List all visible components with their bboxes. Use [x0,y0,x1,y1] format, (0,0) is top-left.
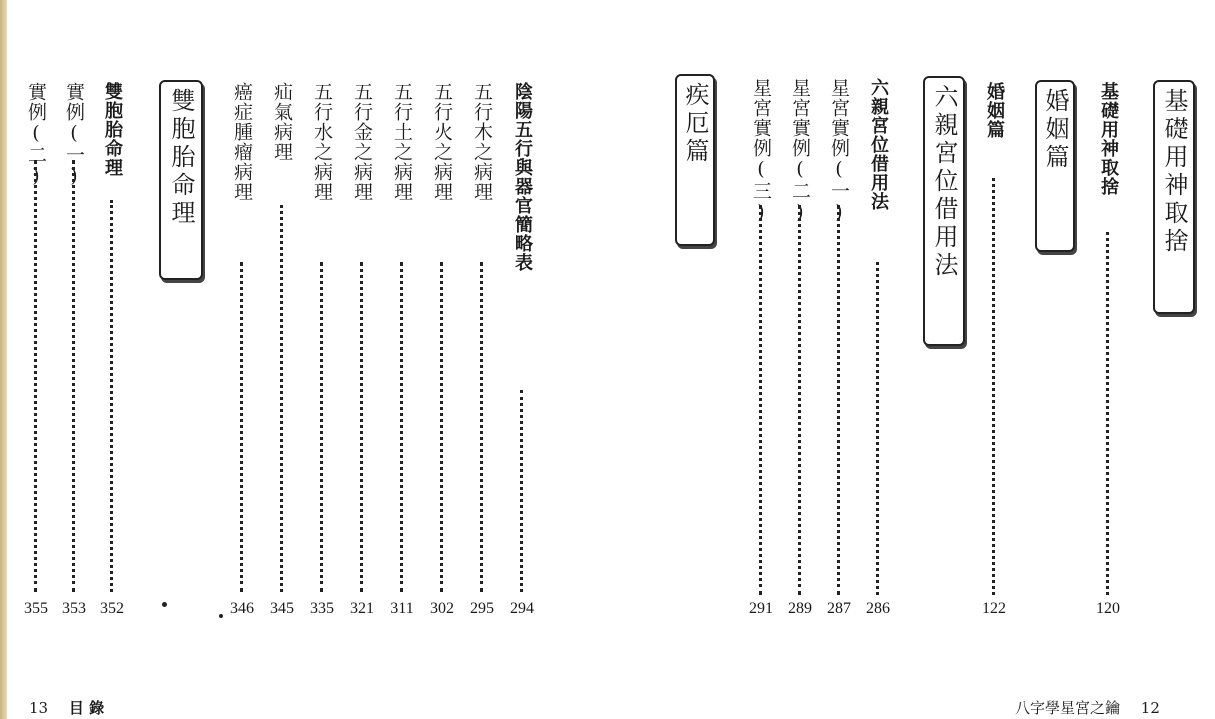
toc-entry-page: 345 [270,600,294,617]
toc-entry-page: 311 [390,600,414,617]
toc-entry-title: 五行木之病理 [471,82,493,202]
toc-entry [1093,0,1123,719]
toc-entry-title: 基礎用神取捨 [1098,82,1119,196]
dot-leader [280,205,283,592]
toc-entry-page: 321 [350,600,374,617]
toc-entry-page: 295 [470,600,494,617]
section-heading: 六親宮位借用法 [930,84,958,280]
dot-leader [72,160,75,592]
toc-entry [785,0,815,719]
toc-entry [267,0,297,719]
toc-entry-page: 289 [788,600,812,617]
toc-entry-page: 353 [62,600,86,617]
toc-entry-title: 五行土之病理 [391,82,413,202]
toc-entry-page: 122 [982,600,1006,617]
toc-entry-page: 286 [866,600,890,617]
toc-entry [347,0,377,719]
toc-entry-title: 五行金之病理 [351,82,373,202]
toc-entry [21,0,51,719]
dot-leader [320,262,323,592]
toc-entry-title: 婚姻篇 [984,82,1005,139]
footer-title: 八字學星宮之鑰 [1015,699,1121,717]
toc-entry-page: 287 [827,600,851,617]
toc-entry [97,0,127,719]
toc-entry-title: 五行水之病理 [311,82,333,202]
dot-leader [759,205,762,595]
section-heading: 基礎用神取捨 [1160,88,1188,256]
section-heading-box [675,74,715,246]
left-page [7,0,605,719]
dot-leader [520,390,523,592]
footer-title: 目 錄 [68,699,105,717]
toc-entry [746,0,776,719]
section-heading-box [1035,80,1075,252]
toc-entry-title: 癌症腫瘤病理 [231,82,253,202]
dot-leader [440,262,443,592]
toc-entry-page: 335 [310,600,334,617]
toc-entry-page: 120 [1096,600,1120,617]
dot-leader [360,262,363,592]
toc-entry-title: 六親宮位借用法 [868,78,889,211]
toc-entry-page: 346 [230,600,254,617]
toc-entry-title: 實例(二) [25,82,47,188]
toc-entry-page: 355 [24,600,48,617]
toc-entry-title: 星宮實例(二) [789,78,811,224]
toc-entry-title: 星宮實例(一) [828,78,850,224]
toc-entry-title: 陰陽五行與器官簡略表 [512,82,533,272]
right-page [605,0,1215,719]
dot-leader [400,262,403,592]
book-binding-edge [0,0,7,719]
section-heading-box [159,80,203,280]
ink-speck [162,602,167,607]
toc-entry [59,0,89,719]
dot-leader [798,205,801,595]
toc-entry-title: 五行火之病理 [431,82,453,202]
toc-entry [387,0,417,719]
toc-entry-title: 星宮實例(三) [750,78,772,224]
section-heading-box [923,76,965,346]
toc-entry [824,0,854,719]
footer [29,697,104,718]
footer-page-number: 13 [29,699,49,717]
dot-leader [992,178,995,595]
toc-entry [307,0,337,719]
ink-speck [219,614,223,618]
toc-entry [467,0,497,719]
toc-entry-page: 294 [510,600,534,617]
section-heading: 婚姻篇 [1041,88,1069,172]
dot-leader [480,262,483,592]
toc-entry-title: 實例(一) [63,82,85,188]
dot-leader [1106,232,1109,595]
footer [1015,697,1160,718]
section-heading: 疾厄篇 [681,82,709,166]
toc-entry-page: 302 [430,600,454,617]
toc-entry [227,0,257,719]
footer-page-number: 12 [1140,699,1160,717]
dot-leader [876,262,879,595]
dot-leader [110,200,113,592]
toc-entry [863,0,893,719]
toc-entry [427,0,457,719]
dot-leader [240,262,243,592]
dot-leader [837,205,840,595]
toc-entry [507,0,537,719]
dot-leader [34,160,37,592]
toc-entry-title: 雙胞胎命理 [102,82,123,177]
toc-entry-page: 352 [100,600,124,617]
section-heading-box [1153,80,1195,314]
section-heading: 雙胞胎命理 [167,88,195,228]
toc-entry [979,0,1009,719]
toc-entry-title: 疝氣病理 [271,82,293,162]
toc-entry-page: 291 [749,600,773,617]
